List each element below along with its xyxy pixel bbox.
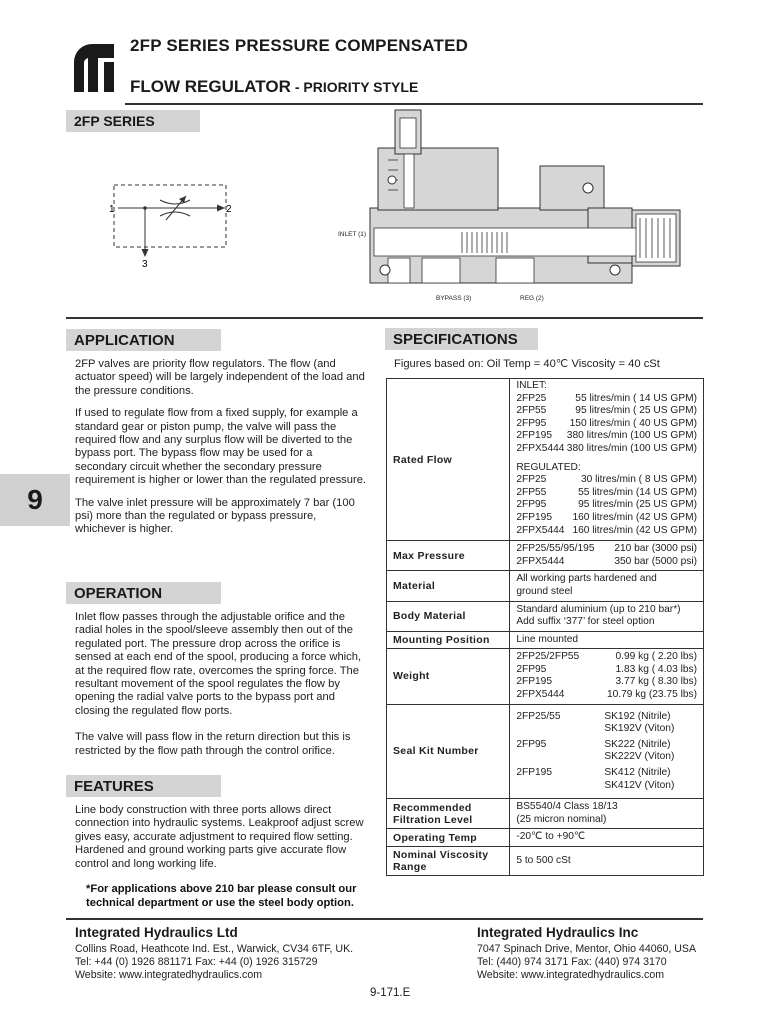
weight-item xyxy=(516,651,697,664)
footer-rule xyxy=(66,918,703,920)
us-address: 7047 Spinach Drive, Mentor, Ohio 44060, USA xyxy=(477,943,697,955)
title-main: FLOW REGULATOR xyxy=(130,77,291,96)
pressure-note xyxy=(86,882,376,910)
features-p1: Line body construction with three ports allows direct connection into hydraulic systems. Leakproof adjust screw gives easy, accurate adjustment to required flow setting. Hardened and ground working parts give accurate flow control and long working life. xyxy=(75,804,364,870)
sectional-drawing xyxy=(330,108,690,308)
body-material-label: Body Material xyxy=(387,601,510,631)
hydraulic-symbol xyxy=(100,175,240,270)
pressure-model: 2FP25/55/95/195 xyxy=(516,543,595,555)
footer-us xyxy=(477,925,737,982)
filtration-label xyxy=(387,799,510,829)
regulated-row xyxy=(516,474,697,487)
mounting-value: Line mounted xyxy=(510,631,704,649)
pressure-row xyxy=(516,543,697,556)
regulated-model: 2FP95 xyxy=(516,499,547,511)
viscosity-label-line-2: Range xyxy=(393,861,427,873)
inlet-model: 2FP195 xyxy=(516,430,553,442)
weight-model: 2FP195 xyxy=(516,676,553,688)
inlet-model: 2FPX5444 xyxy=(516,442,565,454)
viscosity-row xyxy=(387,847,704,876)
filtration-line-1: BS5540/4 Class 18/13 xyxy=(516,801,618,813)
uk-phone: Tel: +44 (0) 1926 881171 Fax: +44 (0) 1926 315729 xyxy=(75,956,318,968)
weight-value: 3.77 kg ( 8.30 lbs) xyxy=(615,676,697,688)
inlet-model: 2FP25 xyxy=(516,392,547,404)
bypass-label: BYPASS (3) xyxy=(436,295,472,302)
body-material-row xyxy=(387,601,704,631)
uk-company-name: Integrated Hydraulics Ltd xyxy=(75,925,238,940)
seal-kit-label: Seal Kit Number xyxy=(387,704,510,799)
inlet-row xyxy=(516,443,697,456)
seal-kit-kits xyxy=(604,711,674,736)
inlet-value: 380 litres/min (100 US GPM) xyxy=(566,442,697,454)
operation-p2: The valve will pass flow in the return direction but this is restricted by the flow path through the control orifice. xyxy=(75,731,351,757)
symbol-port-3: 3 xyxy=(142,259,148,270)
note-line-2: technical department or use the steel body option. xyxy=(86,897,354,909)
body-material-line-1: Standard aluminium (up to 210 bar*) xyxy=(516,603,681,615)
max-pressure-label: Max Pressure xyxy=(387,541,510,571)
regulated-title: REGULATED: xyxy=(516,461,581,473)
symbol-port-2: 2 xyxy=(226,204,232,215)
operating-temp-value: -20℃ to +90℃ xyxy=(510,829,704,847)
pressure-row xyxy=(516,556,697,569)
features-heading: FEATURES xyxy=(66,775,221,797)
weight-item xyxy=(516,676,697,689)
title-line-2 xyxy=(130,77,418,97)
application-heading: APPLICATION xyxy=(66,329,221,351)
inlet-row xyxy=(516,393,697,406)
seal-kit-model: 2FP25/55 xyxy=(516,710,561,722)
inlet-value: 150 litres/min ( 40 US GPM) xyxy=(569,417,697,429)
features-text xyxy=(75,804,367,880)
application-p3: The valve inlet pressure will be approximately 7 bar (100 psi) more than the regulated or bypass pressure, whichever is higher. xyxy=(75,496,355,536)
specifications-heading: SPECIFICATIONS xyxy=(385,328,538,350)
inlet-row xyxy=(516,418,697,431)
inlet-value: 380 litres/min (100 US GPM) xyxy=(566,430,697,442)
operating-temp-label: Operating Temp xyxy=(387,829,510,847)
series-tab: 2FP SERIES xyxy=(66,110,200,132)
seal-kit-nitrile: SK222 (Nitrile) xyxy=(604,738,671,750)
regulated-model: 2FPX5444 xyxy=(516,524,565,536)
uk-address: Collins Road, Heathcote Ind. Est., Warwick, CV34 6TF, UK. xyxy=(75,943,354,955)
viscosity-label xyxy=(387,847,510,876)
viscosity-value: 5 to 500 cSt xyxy=(510,847,704,876)
weight-item xyxy=(516,664,697,677)
company-logo xyxy=(68,40,120,92)
weight-row xyxy=(387,649,704,704)
us-company-name: Integrated Hydraulics Inc xyxy=(477,925,639,940)
regulated-value: 160 litres/min (42 US GPM) xyxy=(572,524,697,536)
regulated-model: 2FP25 xyxy=(516,474,547,486)
operation-p1: Inlet flow passes through the adjustable orifice and the radial holes in the spool/sleeve assembly then out of the regulated port. The pressure drop across the orifice is sensed at each end of the spool, producing a force which, at the required flow rate, overcomes the spring force. The resultant movement of the spool regulates the flow by opening the radial valve ports to the bypass port and closing the regulated flow ports. xyxy=(75,611,362,717)
mounting-label: Mounting Position xyxy=(387,631,510,649)
seal-kit-values xyxy=(510,704,704,799)
body-material-line-2: Add suffix ‘377’ for steel option xyxy=(516,616,655,628)
note-line-1: *For applications above 210 bar please consult our xyxy=(86,883,357,895)
pressure-model: 2FPX5444 xyxy=(516,555,565,567)
regulated-row xyxy=(516,487,697,500)
weight-model: 2FP25/2FP55 xyxy=(516,651,580,663)
weight-model: 2FPX5444 xyxy=(516,689,565,701)
material-label: Material xyxy=(387,571,510,601)
seal-kit-nitrile: SK192 (Nitrile) xyxy=(604,710,671,722)
section-rule xyxy=(66,317,703,319)
pressure-value: 210 bar (3000 psi) xyxy=(614,543,697,555)
regulated-value: 95 litres/min (25 US GPM) xyxy=(578,499,697,511)
pressure-value: 350 bar (5000 psi) xyxy=(614,555,697,567)
seal-kit-model: 2FP95 xyxy=(516,738,547,750)
body-material-values xyxy=(510,601,704,631)
weight-value: 10.79 kg (23.75 lbs) xyxy=(606,689,697,701)
weight-item xyxy=(516,689,697,702)
seal-kit-kits xyxy=(604,739,674,764)
title-line-1: 2FP SERIES PRESSURE COMPENSATED xyxy=(130,36,469,55)
title-suffix: - PRIORITY STYLE xyxy=(294,79,419,95)
inlet-value: 95 litres/min ( 25 US GPM) xyxy=(575,405,697,417)
mounting-row xyxy=(387,631,704,649)
inlet-row xyxy=(516,405,697,418)
weight-values xyxy=(510,649,704,704)
filtration-line-2: (25 micron nominal) xyxy=(516,813,607,825)
seal-kit-group xyxy=(516,767,697,792)
us-website[interactable]: Website: www.integratedhydraulics.com xyxy=(477,969,665,981)
seal-kit-nitrile: SK412 (Nitrile) xyxy=(604,767,671,779)
application-p2: If used to regulate flow from a fixed supply, for example a standard gear or piston pump, the valve will pass the required flow and any surplus flow will be diverted to the bypass port. The bypass flow may be used for a secondary circuit whether the secondary pressure requirement is higher or lower than the regulated pressure. xyxy=(75,407,367,487)
seal-kit-viton: SK222V (Viton) xyxy=(604,751,675,763)
spec-basis: Figures based on: Oil Temp = 40℃ Viscosity = 40 cSt xyxy=(394,358,660,370)
seal-kit-group xyxy=(516,739,697,764)
max-pressure-row xyxy=(387,541,704,571)
viscosity-label-line-1: Nominal Viscosity xyxy=(393,849,489,861)
application-text xyxy=(75,358,367,546)
max-pressure-values xyxy=(510,541,704,571)
weight-value: 0.99 kg ( 2.20 lbs) xyxy=(615,651,697,663)
footer-uk xyxy=(75,925,395,982)
filtration-row xyxy=(387,799,704,829)
rated-flow-label: Rated Flow xyxy=(387,379,510,541)
header-rule xyxy=(125,103,703,105)
operating-temp-row xyxy=(387,829,704,847)
material-line-2: ground steel xyxy=(516,585,573,597)
filtration-label-line-1: Recommended xyxy=(393,801,472,814)
reg-label: REG (2) xyxy=(520,295,544,302)
regulated-model: 2FP55 xyxy=(516,486,547,498)
inlet-model: 2FP55 xyxy=(516,405,547,417)
weight-model: 2FP95 xyxy=(516,663,547,675)
regulated-model: 2FP195 xyxy=(516,511,553,523)
inlet-title: INLET: xyxy=(516,380,547,391)
filtration-label-line-2: Filtration Level xyxy=(393,813,473,826)
regulated-row xyxy=(516,525,697,538)
us-phone: Tel: (440) 974 3171 Fax: (440) 974 3170 xyxy=(477,956,667,968)
weight-label: Weight xyxy=(387,649,510,704)
material-row xyxy=(387,571,704,601)
seal-kit-viton: SK192V (Viton) xyxy=(604,723,675,735)
operation-heading: OPERATION xyxy=(66,582,221,604)
seal-kit-row xyxy=(387,704,704,799)
inlet-label: INLET (1) xyxy=(338,231,367,238)
symbol-port-1: 1 xyxy=(109,204,115,215)
operation-text xyxy=(75,611,367,767)
seal-kit-group xyxy=(516,711,697,736)
seal-kit-kits xyxy=(604,767,674,792)
seal-kit-model: 2FP195 xyxy=(516,767,553,779)
filtration-values xyxy=(510,799,704,829)
regulated-row xyxy=(516,499,697,512)
weight-value: 1.83 kg ( 4.03 lbs) xyxy=(615,663,697,675)
page-number: 9-171.E xyxy=(370,987,411,999)
rated-flow-values xyxy=(510,379,704,541)
material-line-1: All working parts hardened and xyxy=(516,573,657,585)
seal-kit-viton: SK412V (Viton) xyxy=(604,779,675,791)
uk-website[interactable]: Website: www.integratedhydraulics.com xyxy=(75,969,263,981)
inlet-row xyxy=(516,430,697,443)
material-values xyxy=(510,571,704,601)
chapter-tab: 9 xyxy=(0,474,70,526)
regulated-value: 30 litres/min ( 8 US GPM) xyxy=(580,474,697,486)
regulated-value: 55 litres/min (14 US GPM) xyxy=(578,486,697,498)
inlet-value: 55 litres/min ( 14 US GPM) xyxy=(575,392,697,404)
application-p1: 2FP valves are priority flow regulators. The flow (and actuator speed) will be largely independent of the load and the pressure conditions. xyxy=(75,358,365,397)
rated-flow-row xyxy=(387,379,704,541)
regulated-value: 160 litres/min (42 US GPM) xyxy=(572,511,697,523)
inlet-model: 2FP95 xyxy=(516,417,547,429)
regulated-row xyxy=(516,512,697,525)
spec-table xyxy=(386,378,704,876)
